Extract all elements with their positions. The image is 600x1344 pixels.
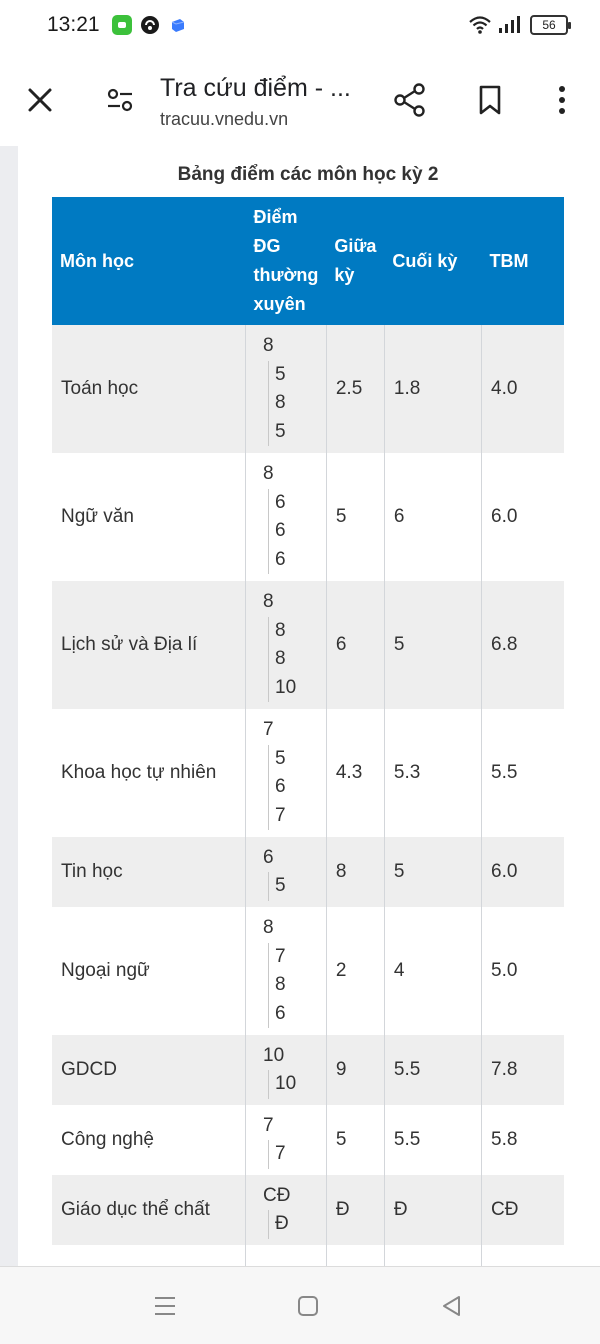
table-row xyxy=(52,1105,564,1175)
tune-icon xyxy=(106,87,134,113)
cell-midterm: 9 xyxy=(326,1035,384,1105)
table-row xyxy=(52,325,564,453)
dg-score: 6 xyxy=(263,846,274,868)
cell-final: 5.5 xyxy=(384,1035,481,1105)
cell-subject: Lịch sử và Địa lí xyxy=(52,581,246,709)
dg-score: 5 xyxy=(275,875,286,896)
close-icon xyxy=(27,87,53,113)
cell-dg-scores xyxy=(246,1035,327,1105)
cell-final: 5 xyxy=(384,837,481,907)
table-row xyxy=(52,709,564,837)
table-row xyxy=(52,453,564,581)
page-content[interactable] xyxy=(0,146,600,1266)
table-row xyxy=(52,907,564,1035)
table-caption: Bảng điểm các môn học kỳ 2 xyxy=(177,164,439,185)
dg-score: 8 xyxy=(275,619,286,641)
cell-subject: Ngoại ngữ xyxy=(52,907,246,1035)
grades-table-body xyxy=(52,325,564,1315)
cell-final: 4 xyxy=(384,907,481,1035)
table-row xyxy=(52,581,564,709)
bookmark-button[interactable] xyxy=(462,72,518,128)
cell-midterm: 8 xyxy=(326,837,384,907)
header-midterm: Giữa kỳ xyxy=(326,197,384,325)
dg-score: 6 xyxy=(275,1002,286,1024)
dg-score: 6 xyxy=(275,548,286,570)
cell-midterm: Đ xyxy=(326,1175,384,1245)
triangle-back-icon xyxy=(441,1295,463,1317)
dg-score: 8 xyxy=(263,917,274,938)
home-button[interactable] xyxy=(293,1291,323,1321)
cell-final: Đ xyxy=(384,1175,481,1245)
dg-score: 8 xyxy=(263,591,274,612)
dg-score: 6 xyxy=(275,520,286,541)
header-subject: Môn học xyxy=(52,197,246,325)
cell-subject: Toán học xyxy=(52,325,246,453)
square-home-icon xyxy=(297,1295,319,1317)
menu-icon xyxy=(153,1295,177,1317)
dg-score: 6 xyxy=(275,776,286,797)
dg-score: 10 xyxy=(275,1073,297,1094)
dg-score: 7 xyxy=(275,804,286,826)
cell-dg-scores xyxy=(246,453,327,581)
cell-avg: 5.5 xyxy=(482,709,564,837)
header-dg: Điểm ĐG thường xuyên xyxy=(246,197,327,325)
dg-score: 8 xyxy=(263,463,274,484)
cell-avg: 5.8 xyxy=(482,1105,564,1175)
dg-score: Đ xyxy=(275,1213,289,1234)
share-icon xyxy=(394,83,426,117)
dg-score: 7 xyxy=(275,945,286,967)
cell-avg: CĐ xyxy=(482,1175,564,1245)
cell-avg: 6.0 xyxy=(482,837,564,907)
dg-score: 7 xyxy=(263,719,274,740)
table-row xyxy=(52,1175,564,1245)
cell-dg-scores xyxy=(246,581,327,709)
table-row xyxy=(52,1035,564,1105)
cell-midterm: 5 xyxy=(326,1105,384,1175)
cell-midterm: 5 xyxy=(326,453,384,581)
grades-card xyxy=(18,146,600,1266)
dg-score: 10 xyxy=(275,676,297,698)
cell-midterm: 4.3 xyxy=(326,709,384,837)
cell-dg-scores xyxy=(246,837,327,907)
more-options-button[interactable] xyxy=(534,72,590,128)
cell-final: 6 xyxy=(384,453,481,581)
battery-indicator: 56 xyxy=(530,15,568,35)
header-final: Cuối kỳ xyxy=(384,197,481,325)
cube-app-icon xyxy=(168,15,188,35)
table-header-row xyxy=(52,197,564,325)
cell-subject: Khoa học tự nhiên xyxy=(52,709,246,837)
system-nav-bar xyxy=(0,1266,600,1344)
recent-apps-button[interactable] xyxy=(150,1291,180,1321)
dg-score: 6 xyxy=(275,491,286,513)
dg-score: 7 xyxy=(263,1114,274,1136)
dg-score: 5 xyxy=(275,363,286,385)
dg-score: 8 xyxy=(263,335,274,356)
page-title[interactable]: Tra cứu điểm - ... xyxy=(160,74,351,102)
cell-dg-scores xyxy=(246,1175,327,1245)
cell-midterm: 2 xyxy=(326,907,384,1035)
cell-subject: GDCD xyxy=(52,1035,246,1105)
dg-score: CĐ xyxy=(263,1184,291,1206)
cell-midterm: 2.5 xyxy=(326,325,384,453)
dg-score: 5 xyxy=(275,420,286,442)
cell-final: 5 xyxy=(384,581,481,709)
cell-final: 5.5 xyxy=(384,1105,481,1175)
cell-final: 5.3 xyxy=(384,709,481,837)
close-button[interactable] xyxy=(12,72,68,128)
cell-subject: Công nghệ xyxy=(52,1105,246,1175)
signal-icon xyxy=(498,15,524,35)
dg-score: 10 xyxy=(263,1044,285,1066)
cell-avg: 6.0 xyxy=(482,453,564,581)
sync-app-icon xyxy=(140,15,160,35)
wifi-icon xyxy=(468,15,492,35)
dg-score: 7 xyxy=(275,1143,286,1164)
dg-score: 5 xyxy=(275,747,286,769)
more-vert-icon xyxy=(557,85,567,115)
cell-final: 1.8 xyxy=(384,325,481,453)
dg-score: 8 xyxy=(275,392,286,413)
site-settings-button[interactable] xyxy=(92,72,148,128)
cell-subject: Ngữ văn xyxy=(52,453,246,581)
dg-score: 8 xyxy=(275,974,286,995)
cell-avg: 7.8 xyxy=(482,1035,564,1105)
cell-dg-scores xyxy=(246,709,327,837)
grades-table xyxy=(52,197,564,1315)
share-button[interactable] xyxy=(382,72,438,128)
cell-dg-scores xyxy=(246,907,327,1035)
page-url[interactable]: tracuu.vnedu.vn xyxy=(160,109,289,129)
dg-score: 8 xyxy=(275,648,286,669)
status-bar xyxy=(0,0,600,54)
header-avg: TBM xyxy=(482,197,564,325)
bookmark-icon xyxy=(478,85,502,115)
cell-midterm: 6 xyxy=(326,581,384,709)
wechat-app-icon xyxy=(112,15,132,35)
back-button[interactable] xyxy=(437,1291,467,1321)
cell-dg-scores xyxy=(246,1105,327,1175)
cell-avg: 5.0 xyxy=(482,907,564,1035)
cell-dg-scores xyxy=(246,325,327,453)
cell-avg: 6.8 xyxy=(482,581,564,709)
cell-avg: 4.0 xyxy=(482,325,564,453)
cell-subject: Giáo dục thể chất xyxy=(52,1175,246,1245)
status-time: 13:21 xyxy=(47,13,100,36)
table-row xyxy=(52,837,564,907)
browser-toolbar xyxy=(0,54,600,147)
cell-subject: Tin học xyxy=(52,837,246,907)
